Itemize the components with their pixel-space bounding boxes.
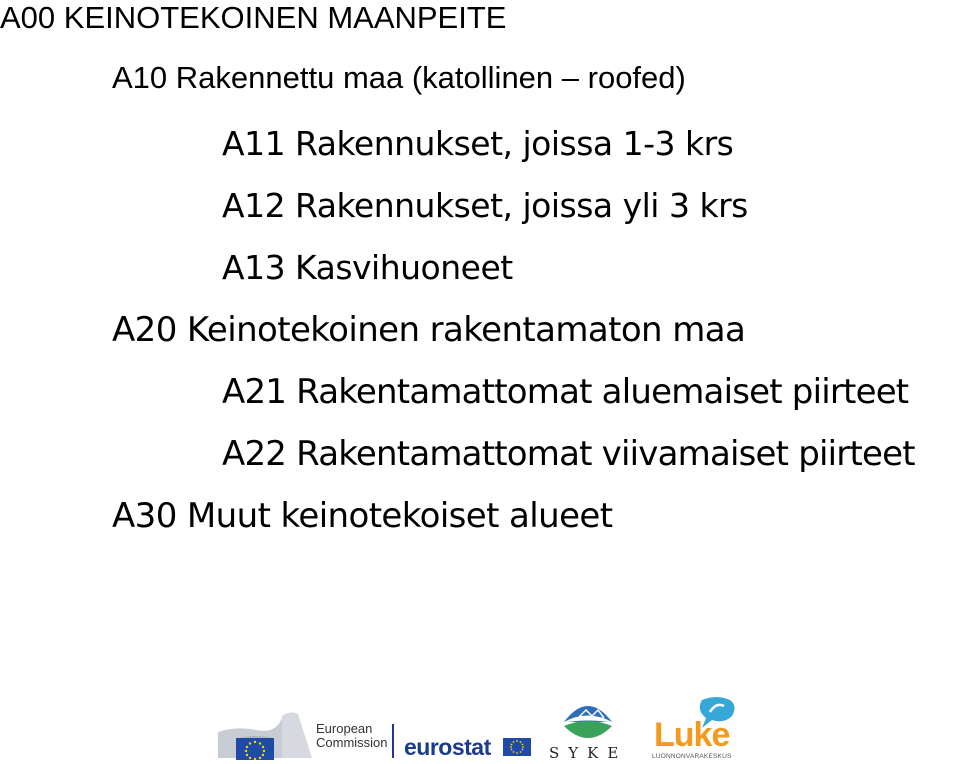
- heading-a00: A00 KEINOTEKOINEN MAANPEITE: [0, 0, 507, 35]
- logo-divider: [392, 724, 394, 758]
- luke-logo-text: Luke: [654, 716, 730, 754]
- syke-logo-text: SYKE: [549, 744, 628, 762]
- eu-flag-icon: [503, 738, 531, 756]
- item-a11: A11 Rakennukset, joissa 1-3 krs: [222, 124, 734, 163]
- syke-logo-icon: [560, 696, 616, 740]
- eurostat-logo-text: eurostat: [404, 734, 491, 760]
- item-a21: A21 Rakentamattomat aluemaiset piirteet: [222, 372, 909, 412]
- item-a13: A13 Kasvihuoneet: [222, 248, 513, 287]
- item-a10: A10 Rakennettu maa (katollinen – roofed): [112, 60, 686, 95]
- item-a22: A22 Rakentamattomat viivamaiset piirteet: [222, 434, 915, 474]
- item-a12: A12 Rakennukset, joissa yli 3 krs: [222, 186, 748, 225]
- logo-strip: [0, 690, 959, 764]
- european-commission-text: European Commission: [316, 721, 388, 750]
- item-a30: A30 Muut keinotekoiset alueet: [112, 496, 613, 536]
- item-a20: A20 Keinotekoinen rakentamaton maa: [112, 310, 746, 350]
- luke-subtitle: LUONNONVARAKESKUS: [652, 753, 732, 760]
